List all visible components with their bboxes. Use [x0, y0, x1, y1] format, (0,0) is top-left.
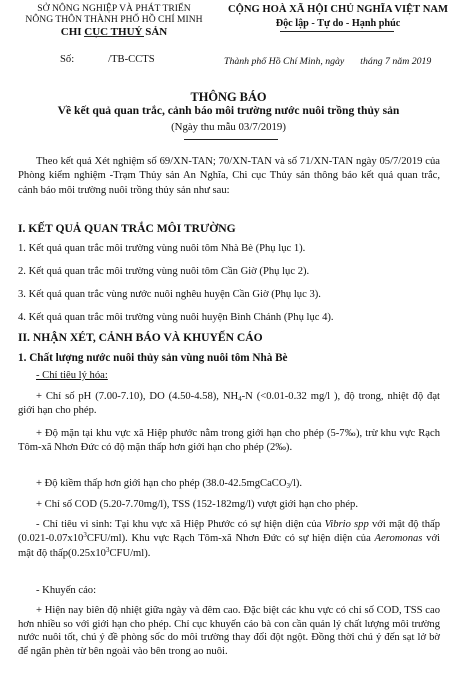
ph-text: + Chỉ số pH (7.00-7.10), DO (4.50-4.58), NH — [36, 391, 239, 402]
recommendation-paragraph: + Hiện nay biên độ nhiệt giữa ngày và đêm cao. Đặc biệt các khu vực có chỉ số COD, TSS cao hơn nhiều so với giới hạn cho phép. Chỉ cục khuyến cáo bà con cần quản lý chất lượng môi trường nước nuôi tốt, chú ý đề phòng sốc do môi trường thay đổi đột ngột. Đồng thời chú ý đến sạt lở bờ để ngăn phèn từ bên ngoài vào bên trong ao nuôi. — [18, 605, 440, 657]
motto-underline — [280, 31, 394, 32]
section-1-heading: I. KẾT QUẢ QUAN TRẮC MÔI TRƯỜNG — [18, 222, 236, 235]
aeromonas-name: Aeromonas — [374, 533, 423, 545]
title-underline — [184, 139, 278, 140]
vibrio-name: Vibrio spp — [324, 519, 369, 530]
doc-date-month: tháng 7 năm 2019 — [360, 56, 432, 67]
agency-line1: SỞ NÔNG NGHIỆP VÀ PHÁT TRIỂN — [37, 3, 191, 14]
doc-number-value: /TB-CCTS — [108, 54, 155, 65]
ph-text-cont: -N (<0.01-0.32 mg/l ), độ trong, nhiệt độ đạt giới hạn cho phép. — [18, 391, 440, 417]
caco3-subscript: 3 — [286, 482, 290, 490]
ph-paragraph — [18, 390, 440, 419]
microbio-text-3: CFU/ml). Khu vực Rạch Tôm-xã Nhơn Đức có sự hiện diện của — [86, 533, 371, 545]
intro-paragraph: Theo kết quả Xét nghiệm số 69/XN-TAN; 70/XN-TAN và số 71/XN-TAN ngày 05/7/2019 của Phòng kiểm nghiệm -Trạm Thủy sản An Nghĩa, Chi cục Thủy sản thông báo kết quả quan trắc, cảnh báo môi trường nuôi trồng thủy sản như sau: — [18, 156, 440, 196]
microbio-text-2: với mật độ thấp (0.021-0.07x10 — [18, 519, 441, 545]
physchem-label: - Chỉ tiêu lý hóa: — [36, 370, 108, 381]
section-2-heading: II. NHẬN XÉT, CẢNH BÁO VÀ KHUYẾN CÁO — [18, 331, 263, 344]
doc-date-place: Thành phố Hồ Chí Minh, ngày — [224, 56, 345, 67]
doc-title: THÔNG BÁO — [190, 90, 267, 104]
microbio-text-4: với mật độ thấp(0.25x10 — [18, 533, 440, 559]
section-2-subheading: 1. Chất lượng nước nuôi thủy sản vùng nuôi tôm Nhà Bè — [18, 352, 288, 364]
doc-number — [60, 54, 155, 65]
agency-underline — [84, 36, 144, 37]
doc-date — [224, 56, 431, 67]
exponent: 3 — [105, 545, 110, 554]
section-1-item: 1. Kết quả quan trắc môi trường vùng nuôi tôm Nhà Bè (Phụ lục 1). — [18, 243, 306, 254]
national-title: CỘNG HOÀ XÃ HỘI CHỦ NGHĨA VIỆT NAM — [227, 4, 449, 15]
salinity-paragraph: + Độ mặn tại khu vực xã Hiệp phước nằm trong giới hạn cho phép (5-7‰), trừ khu vực Rạch Tôm-xã Nhơn Đức có độ mặn thấp hơn giới hạn cho phép (2‰). — [18, 428, 440, 454]
exponent: 3 — [83, 531, 87, 540]
doc-number-label: Số: — [60, 54, 75, 65]
alkalinity-line — [36, 478, 302, 489]
nh4-subscript: 4 — [238, 395, 242, 403]
microbio-text: - Chỉ tiêu vi sinh: Tại khu vực xã Hiệp Phước có sự hiện diện của — [36, 519, 322, 530]
national-motto: Độc lập - Tự do - Hạnh phúc — [275, 18, 401, 29]
microbio-text-5: CFU/ml). — [109, 547, 151, 559]
doc-subtitle: Về kết quả quan trắc, cảnh báo môi trường nước nuôi trồng thủy sản — [57, 104, 400, 117]
agency-header — [22, 4, 206, 40]
section-1-item: 3. Kết quả quan trắc vùng nước nuôi nghêu huyện Cần Giờ (Phụ lục 3). — [18, 289, 321, 300]
section-1-item: 2. Kết quả quan trắc môi trường vùng nuôi tôm Cần Giờ (Phụ lục 2). — [18, 266, 310, 277]
microbio-paragraph — [18, 518, 440, 561]
cod-line: + Chỉ số COD (5.20-7.70mg/l), TSS (152-182mg/l) vượt giới hạn cho phép. — [36, 499, 358, 510]
agency-name: CHI CỤC THUỶ SẢN — [60, 26, 168, 38]
national-header — [222, 3, 454, 31]
alkalinity-text-end: /l). — [290, 478, 303, 489]
alkalinity-text: + Độ kiềm thấp hơn giới hạn cho phép (38.0-42.5mgCaCO — [36, 478, 287, 489]
agency-line2: NÔNG THÔN THÀNH PHỐ HỒ CHÍ MINH — [25, 13, 203, 25]
doc-sample-date: (Ngày thu mẫu 03/7/2019) — [171, 121, 286, 133]
recommendation-label: - Khuyến cáo: — [36, 585, 97, 596]
section-1-item: 4. Kết quả quan trắc môi trường vùng nuôi huyện Bình Chánh (Phụ lục 4). — [18, 312, 334, 323]
